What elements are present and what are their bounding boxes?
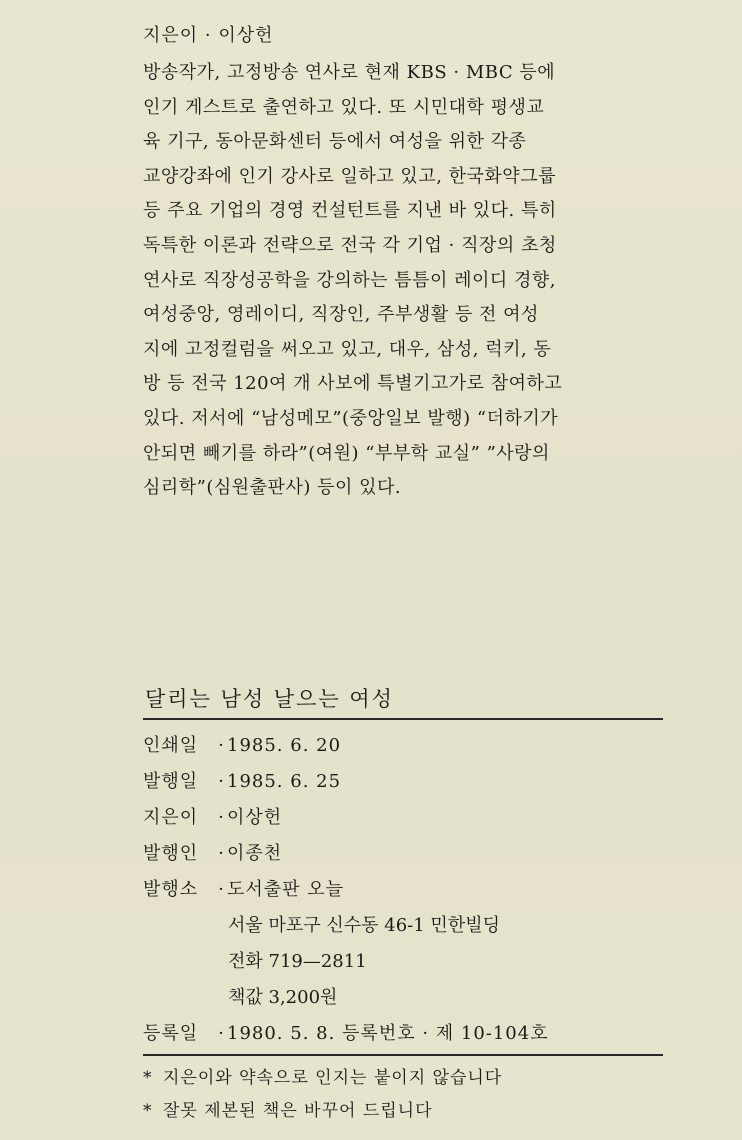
note-item [143,1095,663,1128]
print-date-label: 인쇄일 [143,735,199,756]
print-date-value: 1985. 6. 20 [227,735,342,756]
separator-dot: · [218,735,224,756]
publish-date-row [143,764,663,800]
note-item [143,1062,663,1095]
publication-info [143,728,663,1052]
biography-line: 심리학”(심원출판사) 등이 있다. [143,477,402,499]
biography-line: 교양강좌에 인기 강사로 일하고 있고, 한국화약그룹 [143,165,556,187]
colophon [143,682,663,1128]
separator-dot: · [218,807,224,828]
notes-divider [143,1054,663,1056]
biography-line: 방송작가, 고정방송 연사로 현재 KBS · MBC 등에 [143,62,556,83]
author-value: 이상헌 [227,807,283,828]
note-text: 지은이와 약속으로 인지는 붙이지 않습니다 [163,1068,503,1088]
registration-label: 등록일 [143,1023,199,1044]
title-divider [143,718,663,720]
asterisk-mark: * [143,1068,153,1088]
notes [143,1062,663,1128]
registration-row [143,1016,663,1052]
publish-date-label: 발행일 [143,771,199,792]
press-value: 도서출판 오늘 [227,879,345,900]
biography-line: 여성중앙, 영레이디, 직장인, 주부생활 등 전 여성 [143,304,539,326]
separator-dot: · [218,843,224,864]
biography-line: 있다. 저서에 “남성메모”(중앙일보 발행) “더하기가 [143,407,559,429]
publisher-label: 발행인 [143,843,199,864]
biography-line: 독특한 이론과 전략으로 전국 각 기업 · 직장의 초청 [143,234,557,256]
separator-dot: · [218,879,224,900]
press-row [143,872,663,908]
biography-line: 안되면 빼기를 하라”(여원) “부부학 교실” ”사랑의 [143,442,550,464]
phone-row: 전화 719—2811 [228,951,367,972]
biography-line: 연사로 직장성공학을 강의하는 틈틈이 레이디 경향, [143,269,556,291]
biography-line: 방 등 전국 120여 개 사보에 특별기고가로 참여하고 [143,373,563,395]
biography-line: 육 기구, 동아문화센터 등에서 여성을 위한 각종 [143,131,527,153]
author-row [143,800,663,836]
press-label: 발행소 [143,879,199,900]
biography-line: 지에 고정컬럼을 써오고 있고, 대우, 삼성, 럭키, 동 [143,338,552,360]
publisher-value: 이종천 [227,843,283,864]
print-date-row [143,728,663,764]
author-label: 지은이 [143,807,199,828]
author-biography [143,22,663,506]
price-row: 책값 3,200원 [228,987,338,1008]
address-row: 서울 마포구 신수동 46-1 민한빌딩 [228,915,500,936]
note-text: 잘못 제본된 책은 바꾸어 드립니다 [163,1101,433,1121]
publisher-row [143,836,663,872]
biography-heading: 지은이 · 이상헌 [143,25,274,46]
asterisk-mark: * [143,1101,153,1121]
publish-date-value: 1985. 6. 25 [227,771,342,792]
registration-value: 1980. 5. 8. 등록번호 · 제 10-104호 [227,1023,549,1044]
separator-dot: · [218,771,224,792]
separator-dot: · [218,1023,224,1044]
biography-line: 인기 게스트로 출연하고 있다. 또 시민대학 평생교 [143,96,545,118]
biography-line: 등 주요 기업의 경영 컨설턴트를 지낸 바 있다. 특히 [143,200,557,222]
book-title: 달리는 남성 날으는 여성 [145,687,394,711]
